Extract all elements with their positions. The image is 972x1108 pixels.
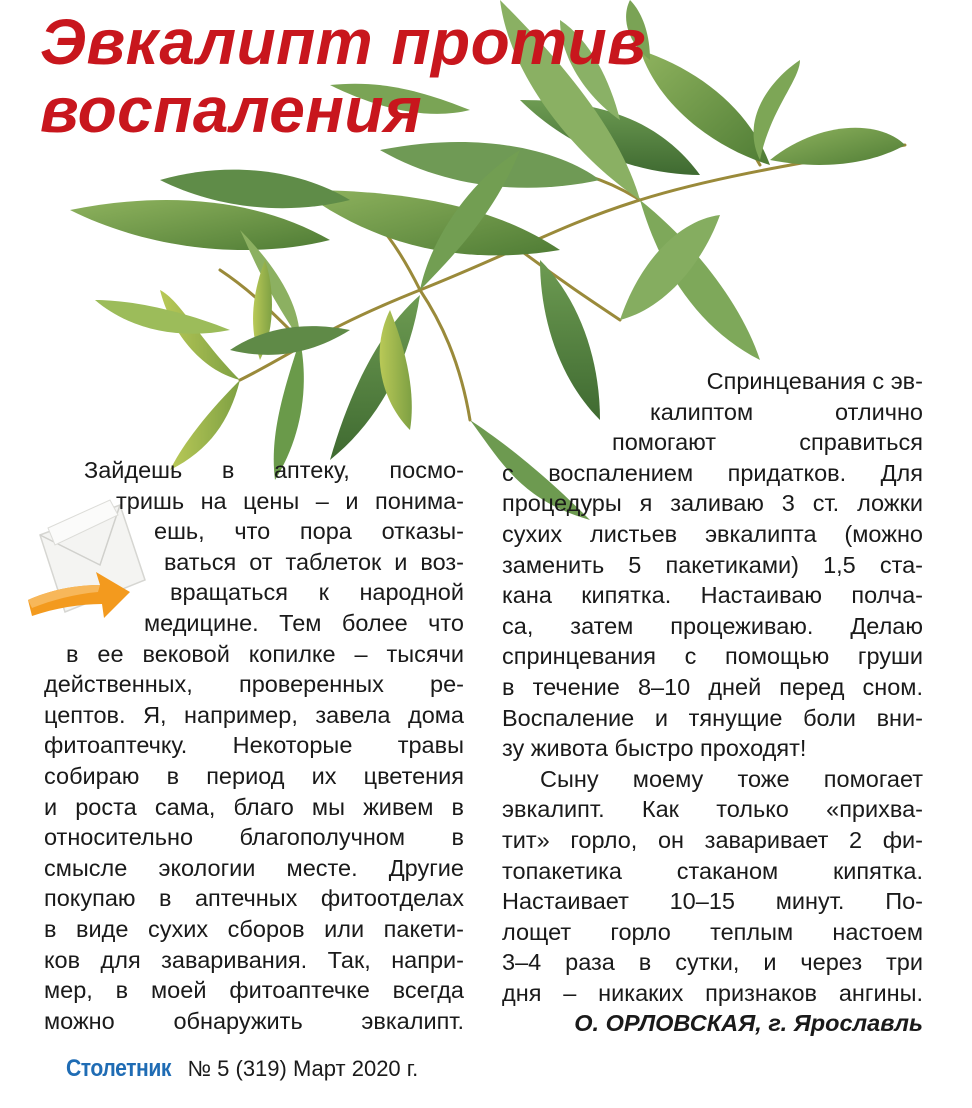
text-line: и роста сама, благо мы живем в — [44, 793, 464, 820]
text-line: в ее вековой копилке – тысячи — [66, 640, 464, 667]
title-line: Эвкалипт против — [40, 6, 647, 78]
text-line: кана кипятка. Настаиваю полча- — [502, 582, 923, 609]
text-line: Спринцевания с эв- — [706, 368, 923, 394]
text-line: цептов. Я, например, завела дома — [44, 701, 464, 728]
text-line: фитоаптечку. Некоторые травы — [44, 732, 464, 759]
text-line: в виде сухих сборов или пакети- — [44, 915, 464, 942]
text-line: собираю в период их цветения — [44, 762, 464, 789]
magazine-footer — [66, 1054, 418, 1084]
text-line: ков для заваривания. Так, напри- — [44, 946, 464, 973]
text-line: Воспаление и тянущие боли вни- — [502, 704, 923, 731]
text-line: топакетика стаканом кипятка. — [502, 857, 923, 884]
text-line: эвкалипт. Как только «прихва- — [502, 796, 923, 823]
text-line: сухих листьев эвкалипта (можно — [502, 520, 923, 547]
text-line: ешь, что пора отказы- — [154, 518, 464, 545]
text-line: можно обнаружить эвкалипт. — [44, 1007, 464, 1034]
text-line: покупаю в аптечных фитоотделах — [44, 885, 464, 912]
text-line: заменить 5 пакетиками) 1,5 ста- — [502, 551, 923, 578]
text-line: помогают справиться — [612, 429, 923, 456]
text-line: мер, в моей фитоаптечке всегда — [44, 977, 464, 1004]
text-line: относительно благополучном в — [44, 824, 464, 851]
text-line: Сыну моему тоже помогает — [540, 765, 923, 792]
text-line: смысле экологии месте. Другие — [44, 854, 464, 881]
text-line: действенных, проверенных ре- — [44, 671, 464, 698]
title-line: воспаления — [40, 74, 423, 146]
text-line: зу живота быстро проходят! — [502, 735, 807, 762]
text-line: 3–4 раза в сутки, и через три — [502, 949, 923, 976]
text-line: дня – никаких признаков ангины. — [502, 979, 923, 1006]
text-line: Зайдешь в аптеку, посмо- — [84, 457, 464, 483]
text-line: тит» горло, он заваривает 2 фи- — [502, 826, 923, 853]
text-line: в течение 8–10 дней перед сном. — [502, 673, 923, 700]
issue-info: № 5 (319) Март 2020 г. — [187, 1056, 419, 1081]
author-signature: О. ОРЛОВСКАЯ, г. Ярославль — [574, 1010, 923, 1037]
text-line: ваться от таблеток и воз- — [164, 548, 464, 575]
text-line: спринцевания с помощью груши — [502, 643, 923, 670]
left-column — [44, 455, 464, 1036]
text-line: тришь на цены – и понима- — [116, 487, 464, 514]
text-line: Настаивает 10–15 минут. По- — [502, 888, 923, 915]
right-column — [502, 366, 923, 1040]
text-line: са, затем процеживаю. Делаю — [502, 612, 923, 639]
article-title — [40, 8, 646, 144]
text-line: лощет горло теплым настоем — [502, 918, 923, 945]
text-line: вращаться к народной — [170, 579, 464, 606]
text-line: медицине. Тем более что — [144, 609, 464, 636]
text-line: процедуры я заливаю 3 ст. ложки — [502, 490, 923, 517]
magazine-brand: Столетник — [66, 1055, 171, 1082]
text-line: с воспалением придатков. Для — [502, 459, 923, 486]
text-line: калиптом отлично — [650, 398, 923, 425]
